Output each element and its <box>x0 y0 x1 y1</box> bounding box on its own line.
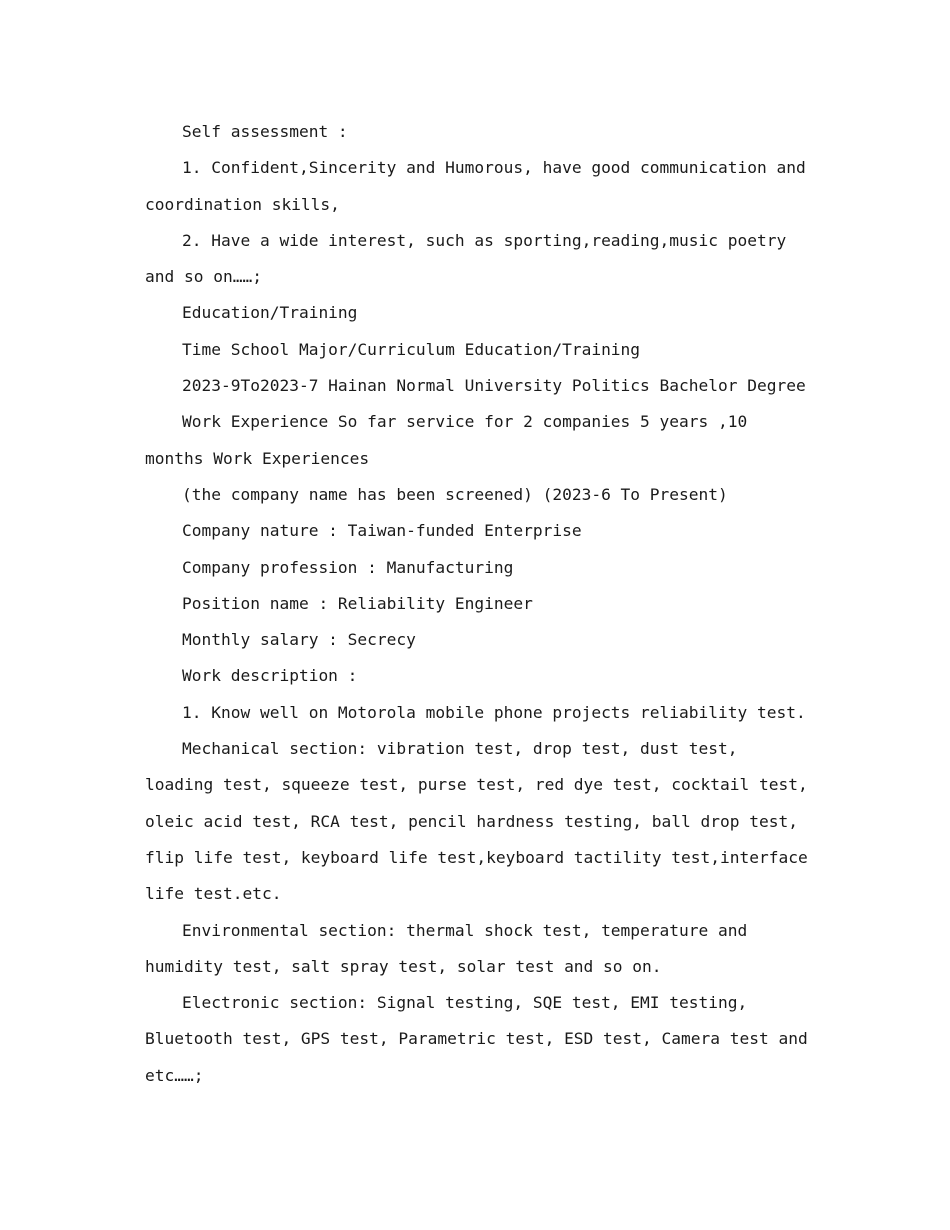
mechanical-section: Mechanical section: vibration test, drop test, dust test, loading test, squeeze test, purse test, red dye test, cocktail test, oleic acid test, RCA test, pencil hardness testing, ball drop test, flip life test, keyboard life test,keyboard tactility test,interface life test.etc. <box>145 739 808 904</box>
education-heading: Education/Training <box>182 303 358 323</box>
monthly-salary: Monthly salary : Secrecy <box>182 630 416 650</box>
education-entry: 2023-9To2023-7 Hainan Normal University Politics Bachelor Degree <box>182 376 806 396</box>
position-name: Position name : Reliability Engineer <box>182 593 533 613</box>
work-description-heading: Work description : <box>182 666 358 686</box>
work-description-item-1: 1. Know well on Motorola mobile phone projects reliability test. <box>182 702 806 722</box>
document-body <box>145 114 815 1094</box>
education-columns: Time School Major/Curriculum Education/Training <box>182 339 641 359</box>
work-experience-summary: Work Experience So far service for 2 companies 5 years ,10 months Work Experiences <box>145 412 748 468</box>
electronic-section: Electronic section: Signal testing, SQE test, EMI testing, Bluetooth test, GPS test, Parametric test, ESD test, Camera test and etc……; <box>145 993 808 1085</box>
environmental-section: Environmental section: thermal shock test, temperature and humidity test, salt spray test, solar test and so on. <box>145 920 748 976</box>
self-assessment-heading: Self assessment : <box>182 122 348 141</box>
company-profession: Company profession : Manufacturing <box>182 557 514 577</box>
self-assessment-item-1: 1. Confident,Sincerity and Humorous, have good communication and coordination skills, <box>145 158 806 214</box>
company-nature: Company nature : Taiwan-funded Enterprise <box>182 521 582 541</box>
self-assessment-item-2: 2. Have a wide interest, such as sporting,reading,music poetry and so on……; <box>145 230 787 287</box>
company-name-line: (the company name has been screened) (2023-6 To Present) <box>182 484 728 504</box>
